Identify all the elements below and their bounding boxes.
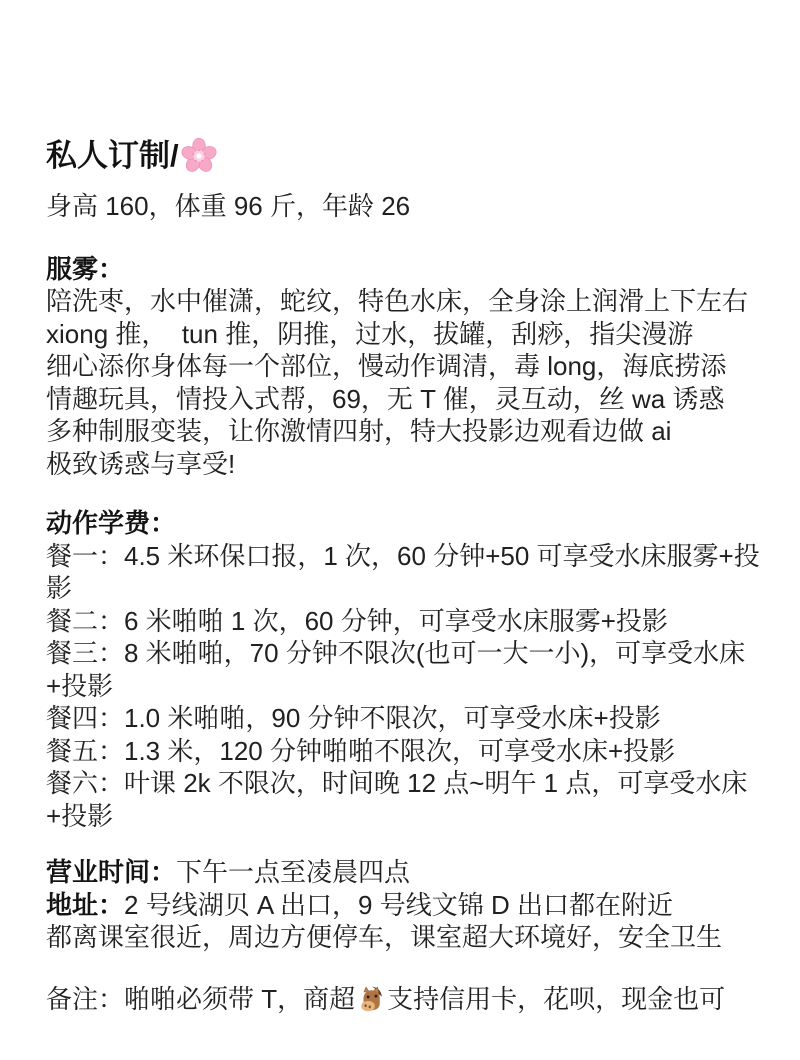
- note-suffix: 支持信用卡，花呗，现金也可: [387, 983, 726, 1014]
- hours-label: 营业时间：: [46, 857, 177, 887]
- services-line: 情趣玩具，情投入式帮，69，无 T 催，灵互动，丝 wa 诱惑: [46, 383, 725, 414]
- address-text: 2 号线湖贝 A 出口，9 号线文锦 D 出口都在附近: [124, 889, 673, 920]
- pricing-line: 餐四：1.0 米啪啪，90 分钟不限次，可享受水床+投影: [46, 703, 661, 733]
- services-section: [46, 253, 776, 481]
- pricing-line: 餐三：8 米啪啪，70 分钟不限次(也可一大一小)，可享受水床+投影: [46, 638, 746, 701]
- hours-text: 下午一点至凌晨四点: [176, 857, 411, 887]
- services-label: 服雾：: [46, 253, 125, 284]
- hours-line: [46, 856, 776, 889]
- page-title: [46, 136, 776, 176]
- address-label: 地址：: [46, 889, 125, 920]
- pricing-line: 餐六：叶课 2k 不限次，时间晚 12 点~明午 1 点，可享受水床+投影: [46, 768, 748, 831]
- services-line: 极致诱惑与享受!: [46, 448, 236, 479]
- note-prefix: 备注：啪啪必须带 T，商超: [46, 983, 356, 1014]
- pricing-label: 动作学费：: [46, 508, 177, 538]
- page-title-text: 私人订制/: [46, 138, 179, 173]
- pricing-section: [46, 507, 776, 832]
- business-section: [46, 856, 776, 954]
- note-section: [46, 983, 776, 1016]
- address-line: [46, 889, 776, 922]
- address-line-2: 都离课室很近，周边方便停车，课室超大环境好，安全卫生: [46, 922, 723, 952]
- note-line: [46, 983, 776, 1016]
- stats-line: 身高 160，体重 96 斤，年龄 26: [46, 191, 411, 221]
- services-line: 细心添你身体每一个部位，慢动作调清，毒 long，海底捞添: [46, 351, 727, 381]
- services-line: 多种制服变装，让你激情四射，特大投影边观看边做 ai: [46, 416, 672, 446]
- horse-icon: [356, 984, 386, 1014]
- cherry-blossom-icon: [180, 137, 218, 175]
- pricing-line: 餐一：4.5 米环保口报，1 次，60 分钟+50 可享受水床服雾+投影: [46, 540, 760, 603]
- pricing-line: 餐二：6 米啪啪 1 次，60 分钟，可享受水床服雾+投影: [46, 605, 668, 636]
- services-line: 陪洗枣，水中催潇，蛇纹，特色水床，全身涂上润滑上下左右: [46, 286, 749, 316]
- pricing-line: 餐五：1.3 米，120 分钟啪啪不限次，可享受水床+投影: [46, 735, 676, 766]
- services-line: xiong 推， tun 推，阴推，过水，拔罐，刮痧，指尖漫游: [46, 318, 694, 349]
